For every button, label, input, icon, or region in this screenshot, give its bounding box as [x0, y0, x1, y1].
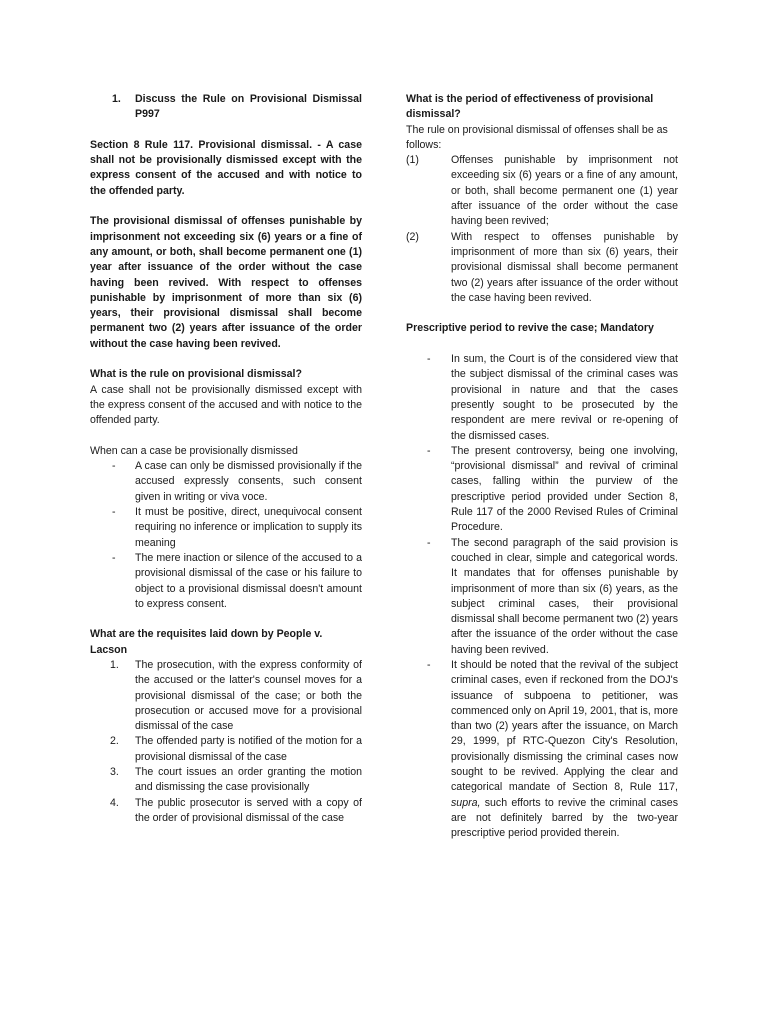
list-item: 2. The offended party is notified of the motion for a provisional dismissal of the case: [110, 735, 362, 763]
period-list: [406, 153, 678, 306]
section-heading: Section 8 Rule 117. Provisional dismissal. - A case shall not be provisionally dismissed except with the express consent of the accused and with notice to the offended party.: [90, 138, 362, 197]
list-item: - The second paragraph of the said provision is couched in clear, simple and categorical words. It mandates that for offenses punishable by imprisonment of more than six (6) years, as the subject criminal cases, their provisional dismissal shall become permanent two (2) years after the issuance of the order without the case having been revived.: [427, 536, 678, 656]
right-column: [406, 92, 678, 842]
section-paragraph-2: The provisional dismissal of offenses punishable by imprisonment not exceeding six (6) years or a fine of any amount, or both, shall become permanent one (1) year after issuance of the order without the case having been revived. With respect to offenses punishable by imprisonment of more than six (6) years, their provisional dismissal shall become permanent two (2) years after issuance of the order without the case having been revived.: [90, 215, 362, 350]
list-item: 1. The prosecution, with the express conformity of the accused or the latter's counsel moves for a provisional dismissal of the case; or both the prosecution or accused move for a provisional dismissal of the case: [110, 658, 362, 733]
prescriptive-list: [406, 352, 678, 842]
list-item: - It should be noted that the revival of the subject criminal cases, even if reckoned from the DOJ's issuance of subpoena to petitioner, was commenced only on April 19, 2001, that is, more than two (2) years after the issuance, on March 29, 1999, pf RTC-Quezon City's Resolution, provisionally dismissing the criminal cases now sought to be revived. Applying the clear and categorical mandate of Section 8, Rule 117, supra, such efforts to revive the criminal cases are not definitely barred by the two-year prescriptive period provided therein.: [427, 658, 678, 840]
question-1: [90, 92, 362, 123]
list-item: (1) Offenses punishable by imprisonment not exceeding six (6) years or a fine of any amount, or both, shall become permanent one (1) year after issuance of the order without the case having been revived;: [406, 154, 678, 228]
left-column: [90, 92, 362, 826]
when-heading: When can a case be provisionally dismissed: [90, 444, 298, 457]
list-item: - In sum, the Court is of the considered view that the subject dismissal of the criminal cases was provisional in nature and that the cases presently sought to be prosecuted by the respondent are mere revival or re-opening of the dismissed cases.: [427, 353, 678, 442]
rule-text: A case shall not be provisionally dismissed except with the express consent of the accused and with notice to the offended party.: [90, 383, 362, 427]
italic-supra: supra,: [451, 796, 481, 809]
requisites-list: [90, 658, 362, 826]
period-heading: What is the period of effectiveness of provisional dismissal?: [406, 93, 654, 121]
list-item: - It must be positive, direct, unequivocal consent requiring no inference or implication to supply its meaning: [112, 506, 362, 549]
question-list: [90, 92, 362, 123]
list-item: (2) With respect to offenses punishable by imprisonment of more than six (6) years, their provisional dismissal shall become permanent two (2) years after issuance of the order without the case having been revived.: [406, 230, 678, 304]
question-number: 1.: [112, 93, 121, 105]
when-list: [90, 459, 362, 612]
list-item: - The present controversy, being one involving, “provisional dismissal” and revival of criminal cases, falling within the purview of the prescriptive period provided under Section 8, Rule 117 of the 2000 Revised Rules of Criminal Procedure.: [427, 444, 678, 534]
list-item: - The mere inaction or silence of the accused to a provisional dismissal of the case or his failure to object to a provisional dismissal doesn't amount to express consent.: [112, 551, 362, 610]
prescriptive-heading: Prescriptive period to revive the case; Mandatory: [406, 322, 654, 335]
rule-heading: What is the rule on provisional dismissal?: [90, 368, 302, 381]
list-item: 3. The court issues an order granting the motion and dismissing the case provisionally: [110, 766, 362, 794]
list-item: 4. The public prosecutor is served with a copy of the order of provisional dismissal of the case: [110, 796, 362, 824]
period-intro: The rule on provisional dismissal of offenses shall be as follows:: [406, 123, 668, 151]
list-item: - A case can only be dismissed provisionally if the accused expressly consents, such consent given in writing or viva voce.: [112, 460, 362, 503]
requisites-heading: What are the requisites laid down by People v. Lacson: [90, 628, 323, 656]
question-title: Discuss the Rule on Provisional Dismissal P997: [135, 93, 362, 121]
